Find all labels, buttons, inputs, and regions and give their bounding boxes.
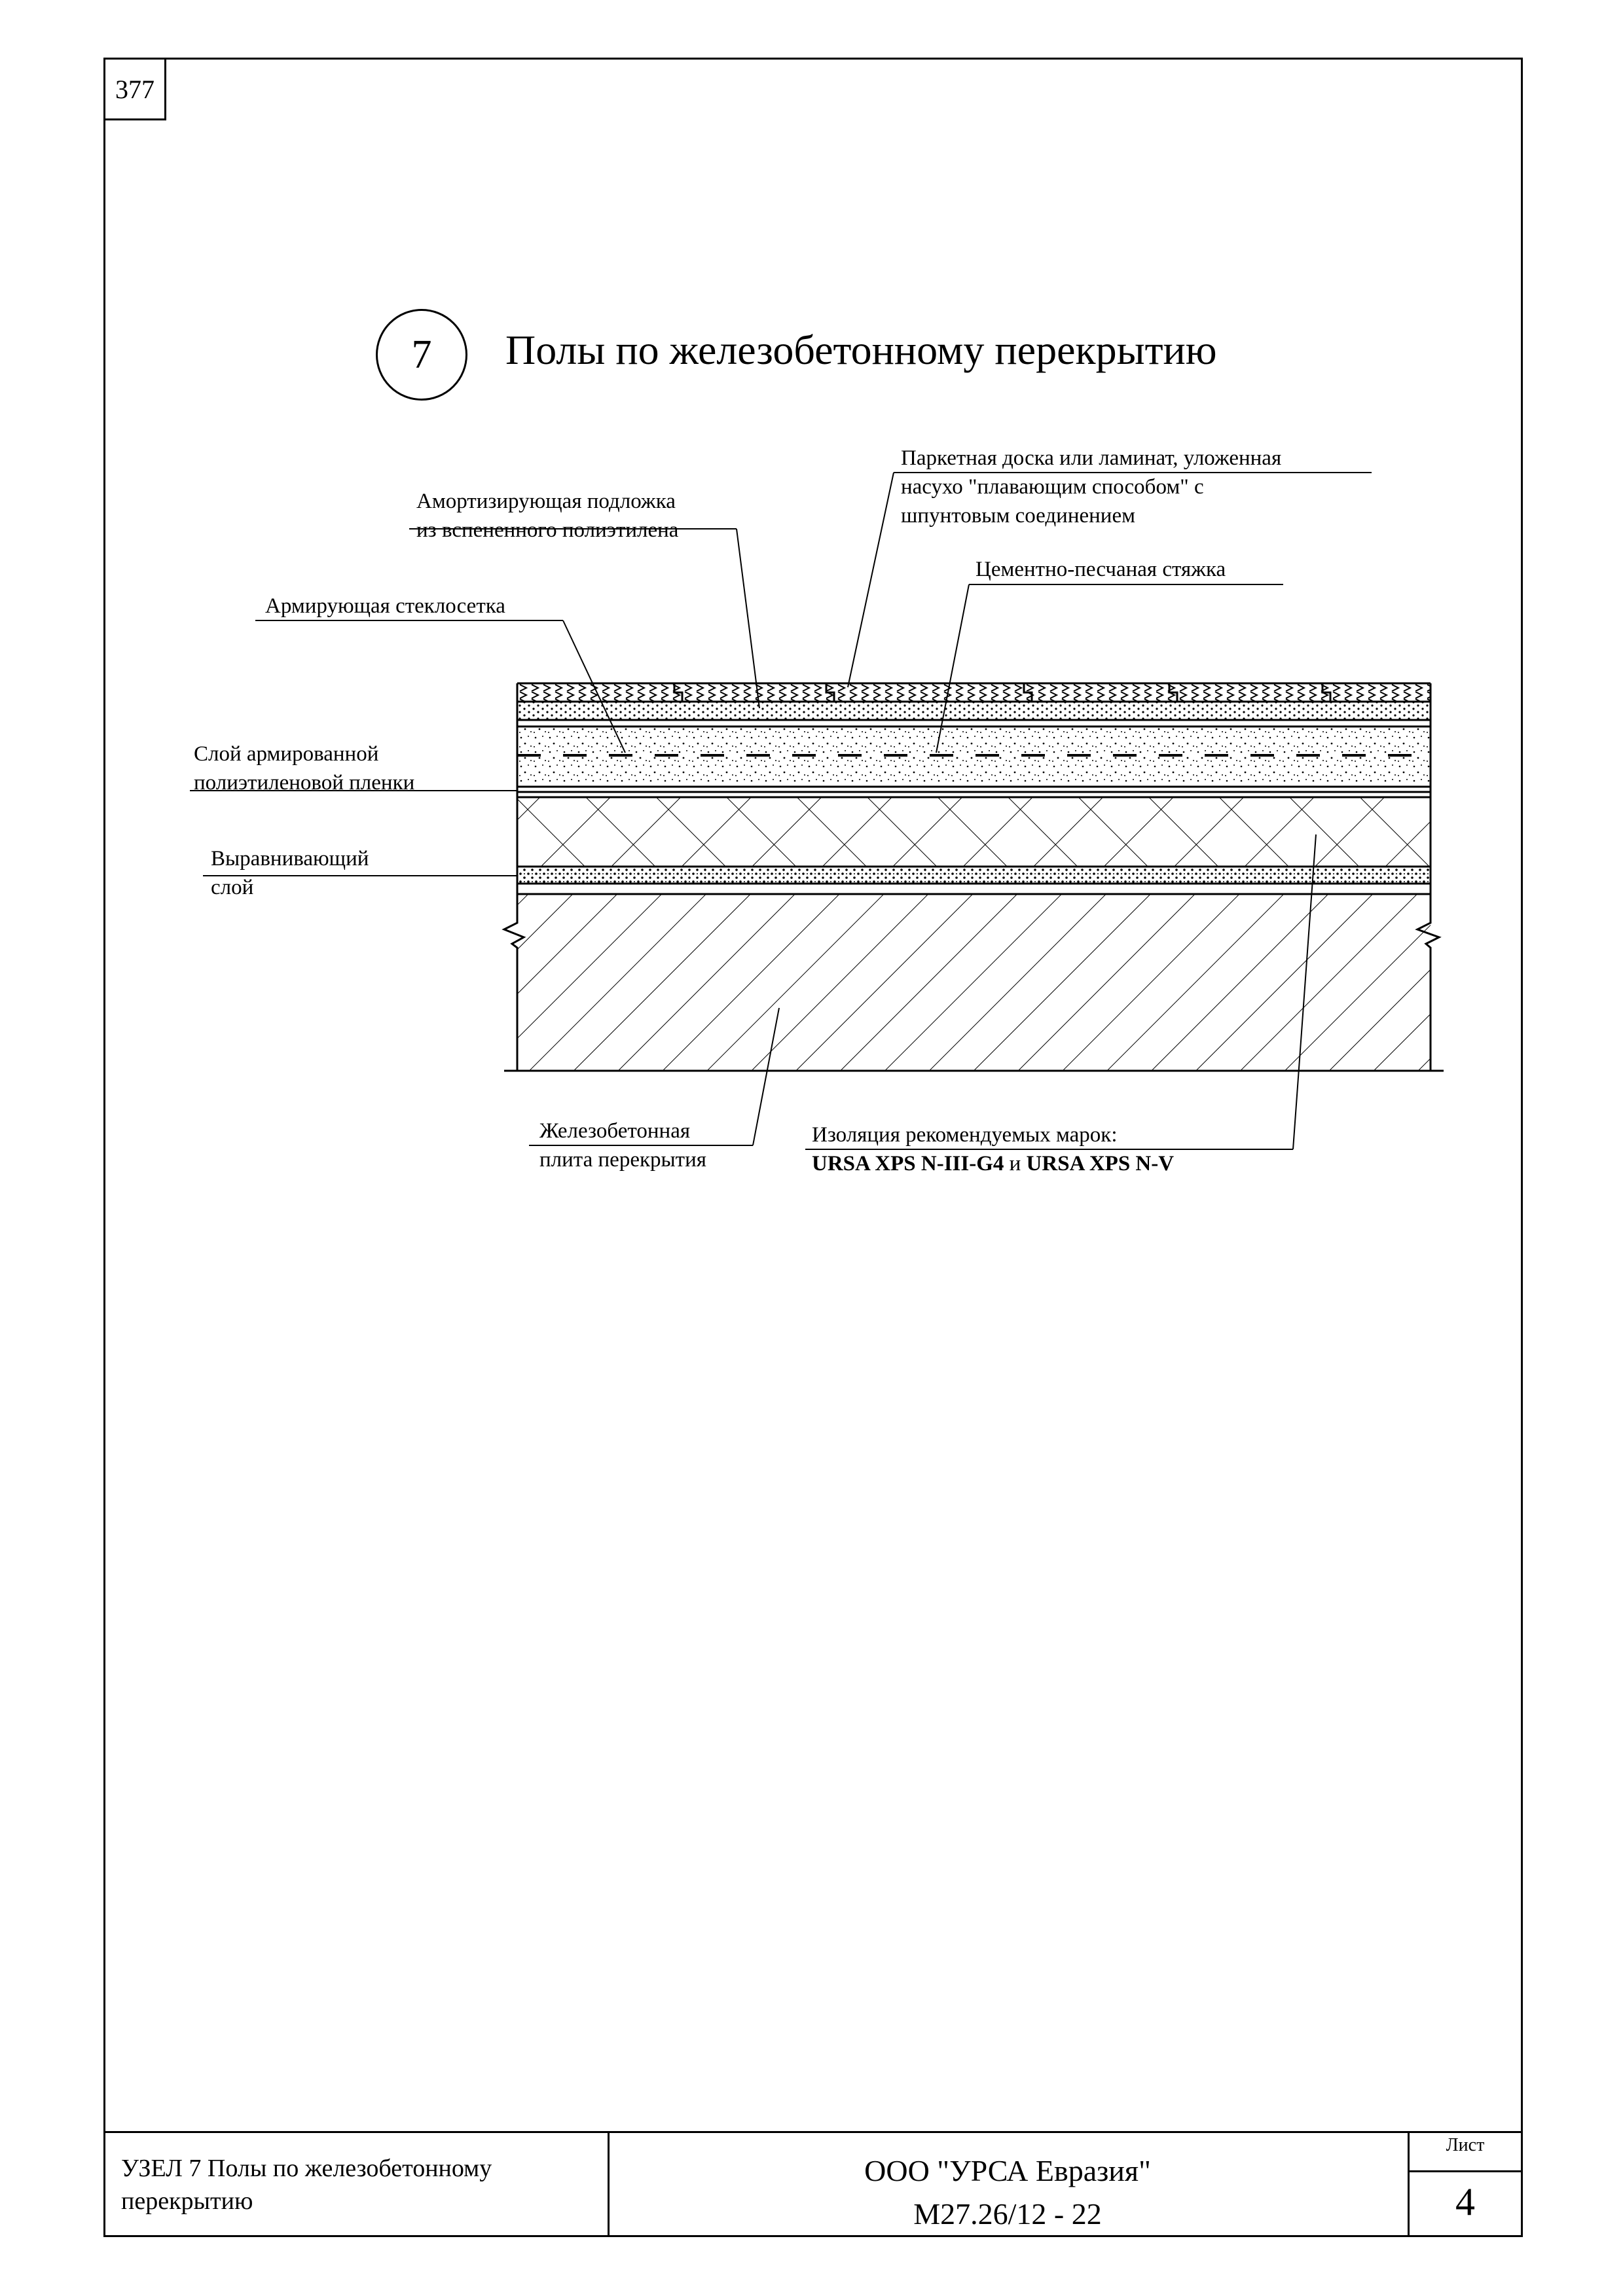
detail-title: Полы по железобетонному перекрытию (505, 327, 1217, 373)
brand-conjunction: и (1004, 1152, 1027, 1175)
label-mesh (265, 592, 505, 620)
parquet-layer (517, 683, 1431, 702)
label-insulation-brands (812, 1149, 1174, 1178)
detail-number-circle: 7 (376, 309, 467, 401)
screed-layer (517, 726, 1431, 787)
label-parquet (901, 444, 1281, 530)
sheet-number: 4 (1455, 2180, 1475, 2223)
label-leveling-line: слой (211, 876, 254, 899)
title-block-divider (1408, 2170, 1523, 2172)
label-parquet-line: Паркетная доска или ламинат, уложенная (901, 446, 1282, 470)
label-film-line: полиэтиленовой пленки (194, 771, 415, 795)
label-leveling-line: Выравнивающий (211, 847, 369, 870)
label-mesh-line: Армирующая стеклосетка (265, 594, 505, 618)
leveling-layer (517, 867, 1431, 884)
sheet-label: Лист (1446, 2135, 1485, 2155)
title-block-name (121, 2152, 492, 2217)
label-parquet-line: насухо "плавающим способом" с (901, 475, 1204, 499)
label-parquet-line: шпунтовым соединением (901, 504, 1135, 528)
document-code: М27.26/12 - 22 (913, 2197, 1102, 2231)
label-underlay-line: Амортизирующая подложка (416, 490, 676, 513)
title-block-border (103, 2131, 1523, 2133)
brand-name: URSA XPS N-III-G4 (812, 1152, 1004, 1175)
brand-name: URSA XPS N-V (1026, 1152, 1175, 1175)
underlay-layer (517, 702, 1431, 720)
slab-layer (517, 894, 1431, 1071)
insulation-layer (517, 797, 1431, 867)
label-film (194, 740, 414, 797)
label-underlay (416, 487, 678, 545)
label-insulation (812, 1121, 1174, 1178)
organization-name: ООО "УРСА Евразия" (864, 2154, 1151, 2187)
label-underlay-line: из вспененного полиэтилена (416, 518, 679, 542)
page-number: 377 (103, 58, 166, 120)
label-screed-line: Цементно-песчаная стяжка (976, 558, 1226, 581)
title-block-name-line: УЗЕЛ 7 Полы по железобетонному (121, 2155, 492, 2182)
label-slab-line: плита перекрытия (539, 1148, 706, 1172)
label-film-line: Слой армированной (194, 742, 379, 766)
title-block-name-line: перекрытию (121, 2187, 253, 2215)
title-block-org (608, 2149, 1408, 2236)
label-leveling (211, 844, 369, 902)
label-slab (539, 1117, 706, 1174)
label-insulation-line: Изоляция рекомендуемых марок: (812, 1123, 1118, 1147)
label-screed (976, 555, 1226, 584)
label-slab-line: Железобетонная (539, 1119, 691, 1143)
